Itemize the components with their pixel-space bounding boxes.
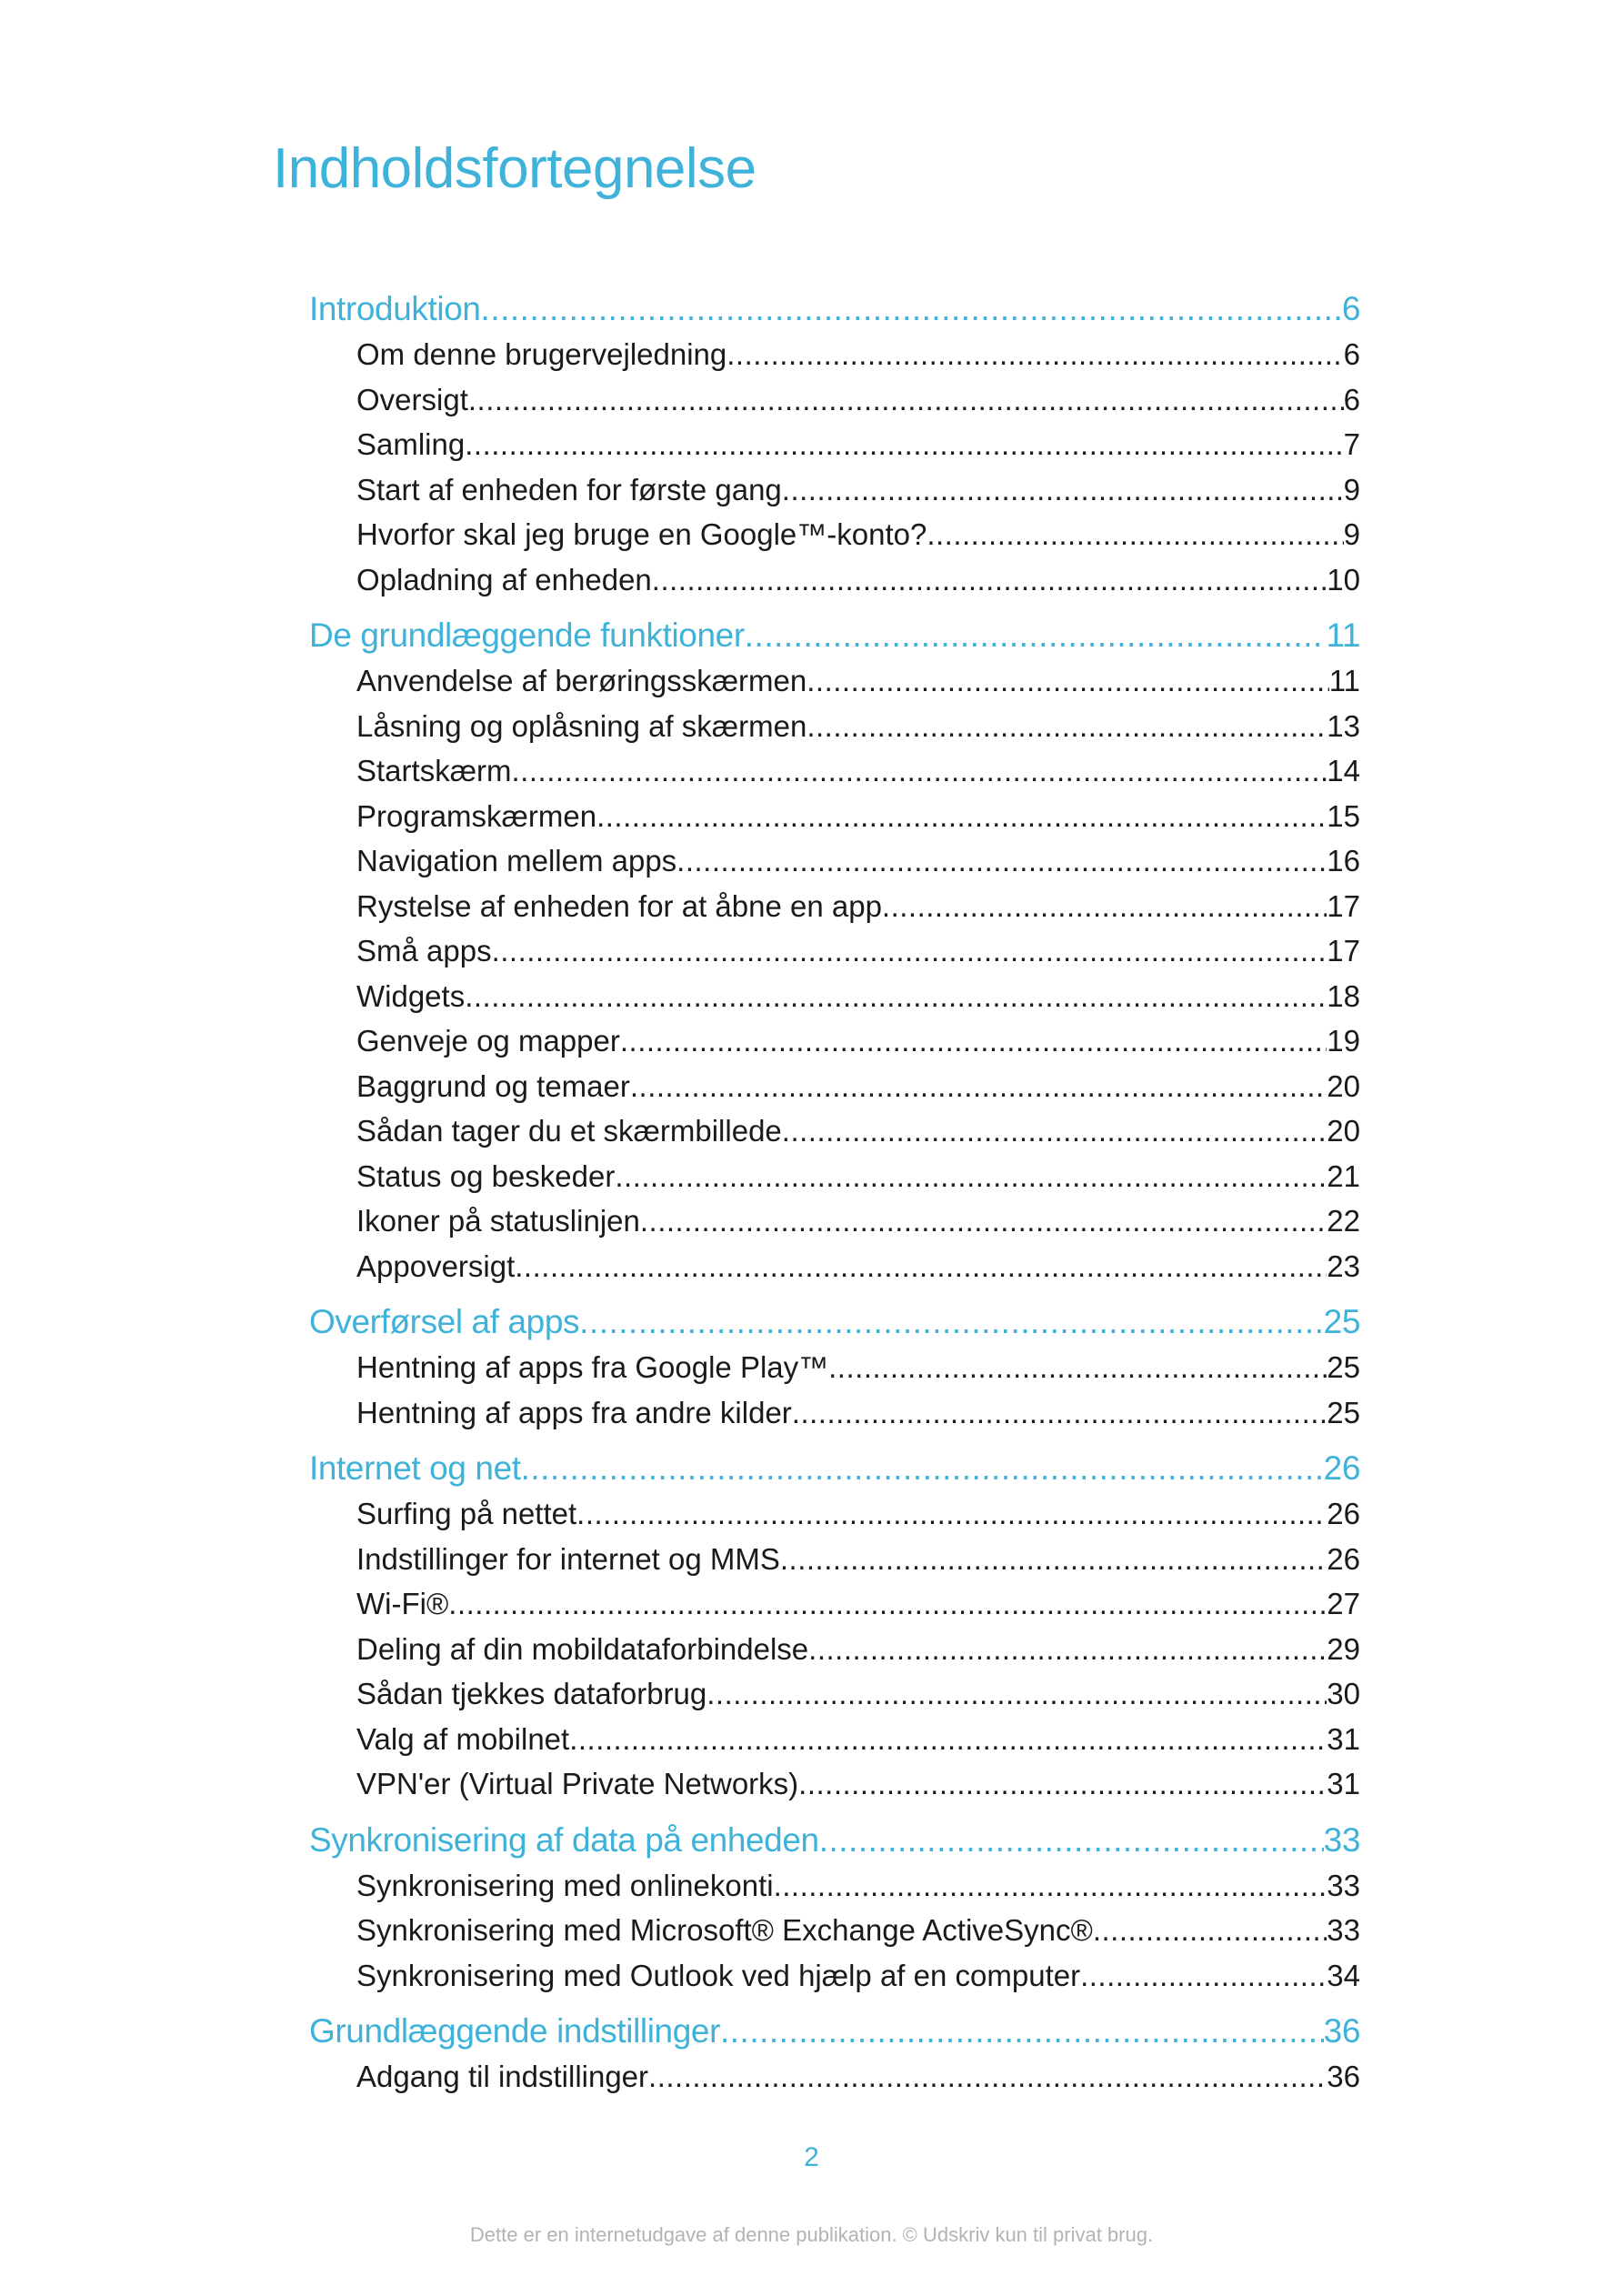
- dot-leader: [576, 1491, 1327, 1537]
- toc-entry-link[interactable]: [309, 1018, 1360, 1064]
- toc-chapter-label: Overførsel af apps: [309, 1303, 580, 1340]
- toc-entry-link[interactable]: [309, 332, 1360, 377]
- toc-entry-page: 9: [1343, 517, 1360, 551]
- dot-leader: [640, 1198, 1327, 1244]
- toc-entry-link[interactable]: [309, 1198, 1360, 1244]
- toc-entry-page: 7: [1343, 427, 1360, 461]
- toc-entry-link[interactable]: [309, 1908, 1360, 1953]
- table-of-contents: [309, 286, 1360, 2111]
- toc-chapter-label: Grundlæggende indstillinger: [309, 2012, 720, 2050]
- toc-entry-label: Små apps: [356, 934, 492, 968]
- dot-leader: [630, 1064, 1327, 1109]
- dot-leader: [806, 704, 1327, 749]
- toc-entry-page: 9: [1343, 472, 1360, 506]
- dot-leader: [448, 1581, 1327, 1627]
- toc-chapter-label: Introduktion: [309, 290, 481, 327]
- toc-section: [309, 1446, 1360, 1807]
- dot-leader: [798, 1761, 1327, 1807]
- dot-leader: [615, 1154, 1327, 1199]
- toc-entry-link[interactable]: [309, 467, 1360, 513]
- dot-leader: [512, 748, 1327, 794]
- dot-leader: [828, 1345, 1327, 1390]
- toc-entry-page: 14: [1327, 754, 1360, 787]
- dot-leader: [492, 928, 1327, 974]
- toc-entry-label: Sådan tager du et skærmbillede: [356, 1114, 782, 1148]
- toc-entry-page: 20: [1327, 1068, 1360, 1103]
- toc-entry-page: 26: [1327, 1497, 1360, 1530]
- toc-entry-label: Sådan tjekkes dataforbrug: [356, 1677, 707, 1710]
- toc-chapter-link[interactable]: [309, 2009, 1360, 2054]
- toc-entry-page: 23: [1327, 1248, 1360, 1283]
- dot-leader: [569, 1717, 1327, 1762]
- toc-entry-label: Hentning af apps fra andre kilder: [356, 1395, 792, 1429]
- toc-entry-link[interactable]: [309, 557, 1360, 603]
- toc-section: [309, 2009, 1360, 2100]
- toc-entry-link[interactable]: [309, 1717, 1360, 1762]
- toc-entry-page: 20: [1327, 1114, 1360, 1148]
- toc-entry-label: Opladning af enheden: [356, 562, 652, 597]
- toc-entry-link[interactable]: [309, 1863, 1360, 1909]
- dot-leader: [780, 1537, 1327, 1582]
- toc-entry-page: 22: [1327, 1204, 1360, 1238]
- toc-entry-label: Synkronisering med Microsoft® Exchange ActiveSync®: [356, 1913, 1093, 1947]
- toc-entry-label: Deling af din mobildataforbindelse: [356, 1631, 809, 1666]
- toc-entry-page: 27: [1327, 1587, 1360, 1620]
- toc-entry-link[interactable]: [309, 1064, 1360, 1109]
- toc-chapter-page: 25: [1323, 1303, 1360, 1340]
- dot-leader: [745, 613, 1327, 658]
- toc-entry-link[interactable]: [309, 1537, 1360, 1582]
- toc-entry-label: Indstillinger for internet og MMS: [356, 1541, 780, 1576]
- toc-entry-label: Valg af mobilnet: [356, 1721, 570, 1756]
- toc-entry-label: Startskærm: [356, 754, 512, 787]
- toc-entry-label: Rystelse af enheden for at åbne en app: [356, 888, 882, 923]
- dot-leader: [579, 1299, 1324, 1345]
- dot-leader: [726, 332, 1343, 377]
- toc-entry-label: Appoversigt: [356, 1248, 516, 1283]
- dot-leader: [676, 838, 1327, 884]
- toc-entry-page: 15: [1327, 798, 1360, 833]
- toc-entry-page: 31: [1327, 1767, 1360, 1800]
- toc-section: [309, 613, 1360, 1288]
- toc-entry-label: Navigation mellem apps: [356, 844, 677, 877]
- toc-entry-page: 21: [1327, 1158, 1360, 1193]
- toc-section: [309, 1818, 1360, 1999]
- toc-chapter-link[interactable]: [309, 1299, 1360, 1345]
- page-title: Indholdsfortegnelse: [273, 137, 756, 200]
- dot-leader: [782, 467, 1344, 513]
- toc-entry-link[interactable]: [309, 1581, 1360, 1627]
- toc-entry-label: Hvorfor skal jeg bruge en Google™-konto?: [356, 517, 927, 551]
- toc-entry-page: 31: [1327, 1721, 1360, 1756]
- toc-entry-link[interactable]: [309, 794, 1360, 839]
- dot-leader: [465, 974, 1327, 1019]
- toc-entry-page: 25: [1327, 1395, 1360, 1429]
- dot-leader: [481, 286, 1342, 332]
- toc-entry-link[interactable]: [309, 512, 1360, 557]
- dot-leader: [819, 1818, 1324, 1863]
- dot-leader: [652, 557, 1327, 603]
- toc-entry-link[interactable]: [309, 748, 1360, 794]
- toc-entry-page: 30: [1327, 1677, 1360, 1710]
- toc-entry-link[interactable]: [309, 974, 1360, 1019]
- toc-entry-page: 6: [1343, 382, 1360, 416]
- toc-chapter-label: De grundlæggende funktioner: [309, 617, 745, 654]
- toc-entry-label: Samling: [356, 427, 466, 461]
- dot-leader: [774, 1863, 1327, 1909]
- toc-entry-label: Adgang til indstillinger: [356, 2060, 649, 2093]
- toc-entry-label: Låsning og oplåsning af skærmen: [356, 708, 807, 743]
- toc-chapter-page: 26: [1323, 1449, 1360, 1487]
- dot-leader: [620, 1018, 1327, 1064]
- toc-entry-link[interactable]: [309, 884, 1360, 929]
- dot-leader: [882, 884, 1327, 929]
- toc-entry-label: Synkronisering med Outlook ved hjælp af en computer: [356, 1958, 1081, 1992]
- toc-entry-link[interactable]: [309, 1671, 1360, 1717]
- toc-entry-page: 13: [1327, 708, 1360, 743]
- toc-entry-label: Ikoner på statuslinjen: [356, 1204, 640, 1238]
- toc-entry-label: VPN'er (Virtual Private Networks): [356, 1767, 799, 1800]
- footer-note: Dette er en internetudgave af denne publikation. © Udskriv kun til privat brug.: [469, 2223, 1154, 2246]
- dot-leader: [1080, 1953, 1327, 1999]
- dot-leader: [927, 512, 1343, 557]
- toc-entry-link[interactable]: [309, 1761, 1360, 1807]
- toc-entry-label: Start af enheden for første gang: [356, 472, 782, 506]
- toc-entry-page: 18: [1327, 978, 1360, 1013]
- toc-entry-page: 10: [1327, 562, 1360, 597]
- toc-entry-label: Synkronisering med onlinekonti: [356, 1868, 774, 1902]
- toc-section: [309, 286, 1360, 602]
- toc-entry-page: 33: [1327, 1913, 1360, 1947]
- toc-entry-link[interactable]: [309, 704, 1360, 749]
- toc-chapter-page: 36: [1323, 2012, 1360, 2050]
- toc-entry-label: Baggrund og temaer: [356, 1068, 630, 1103]
- toc-entry-link[interactable]: [309, 1491, 1360, 1537]
- toc-entry-page: 11: [1328, 664, 1360, 697]
- toc-entry-label: Genveje og mapper: [356, 1024, 620, 1058]
- dot-leader: [521, 1446, 1324, 1491]
- toc-entry-link[interactable]: [309, 1953, 1360, 1999]
- dot-leader: [706, 1671, 1327, 1717]
- dot-leader: [596, 794, 1327, 839]
- toc-chapter-page: 33: [1323, 1820, 1360, 1859]
- toc-chapter-link[interactable]: [309, 286, 1360, 332]
- dot-leader: [792, 1390, 1327, 1436]
- dot-leader: [468, 377, 1344, 423]
- toc-chapter-link[interactable]: [309, 613, 1360, 658]
- toc-entry-link[interactable]: [309, 1154, 1360, 1199]
- toc-entry-page: 26: [1327, 1541, 1360, 1576]
- toc-entry-link[interactable]: [309, 1390, 1360, 1436]
- toc-entry-page: 19: [1327, 1024, 1360, 1058]
- toc-entry-label: Widgets: [356, 978, 466, 1013]
- toc-entry-page: 17: [1327, 934, 1360, 968]
- toc-entry-link[interactable]: [309, 2054, 1360, 2100]
- toc-section: [309, 1299, 1360, 1435]
- page-number: 2: [804, 2142, 819, 2172]
- toc-entry-link[interactable]: [309, 928, 1360, 974]
- toc-chapter-label: Synkronisering af data på enheden: [309, 1820, 819, 1859]
- toc-entry-link[interactable]: [309, 1345, 1360, 1390]
- toc-entry-page: 6: [1343, 337, 1360, 371]
- toc-entry-page: 33: [1327, 1868, 1360, 1902]
- toc-entry-link[interactable]: [309, 1244, 1360, 1289]
- toc-entry-page: 16: [1327, 844, 1360, 877]
- toc-entry-page: 34: [1327, 1958, 1360, 1992]
- toc-entry-link[interactable]: [309, 377, 1360, 423]
- toc-entry-link[interactable]: [309, 1627, 1360, 1672]
- dot-leader: [808, 1627, 1327, 1672]
- toc-entry-label: Om denne brugervejledning: [356, 337, 727, 371]
- dot-leader: [648, 2054, 1327, 2100]
- toc-entry-label: Programskærmen: [356, 798, 597, 833]
- dot-leader: [782, 1108, 1327, 1154]
- toc-chapter-page: 6: [1341, 290, 1360, 327]
- toc-entry-label: Oversigt: [356, 382, 468, 416]
- toc-entry-label: Wi-Fi®: [356, 1587, 449, 1620]
- toc-entry-link[interactable]: [309, 658, 1360, 704]
- toc-entry-label: Status og beskeder: [356, 1158, 616, 1193]
- toc-entry-label: Hentning af apps fra Google Play™: [356, 1350, 829, 1384]
- dot-leader: [465, 422, 1343, 467]
- dot-leader: [720, 2009, 1324, 2054]
- toc-entry-link[interactable]: [309, 422, 1360, 467]
- toc-entry-page: 17: [1327, 888, 1360, 923]
- toc-entry-link[interactable]: [309, 838, 1360, 884]
- toc-entry-page: 25: [1327, 1350, 1360, 1384]
- dot-leader: [515, 1244, 1327, 1289]
- toc-chapter-link[interactable]: [309, 1446, 1360, 1491]
- toc-entry-label: Anvendelse af berøringsskærmen: [356, 664, 807, 697]
- toc-entry-link[interactable]: [309, 1108, 1360, 1154]
- toc-chapter-link[interactable]: [309, 1818, 1360, 1863]
- toc-entry-label: Surfing på nettet: [356, 1497, 577, 1530]
- toc-chapter-page: 11: [1326, 617, 1360, 654]
- dot-leader: [806, 658, 1329, 704]
- toc-chapter-label: Internet og net: [309, 1449, 521, 1487]
- dot-leader: [1093, 1908, 1327, 1953]
- toc-entry-page: 36: [1327, 2060, 1360, 2093]
- toc-entry-page: 29: [1327, 1631, 1360, 1666]
